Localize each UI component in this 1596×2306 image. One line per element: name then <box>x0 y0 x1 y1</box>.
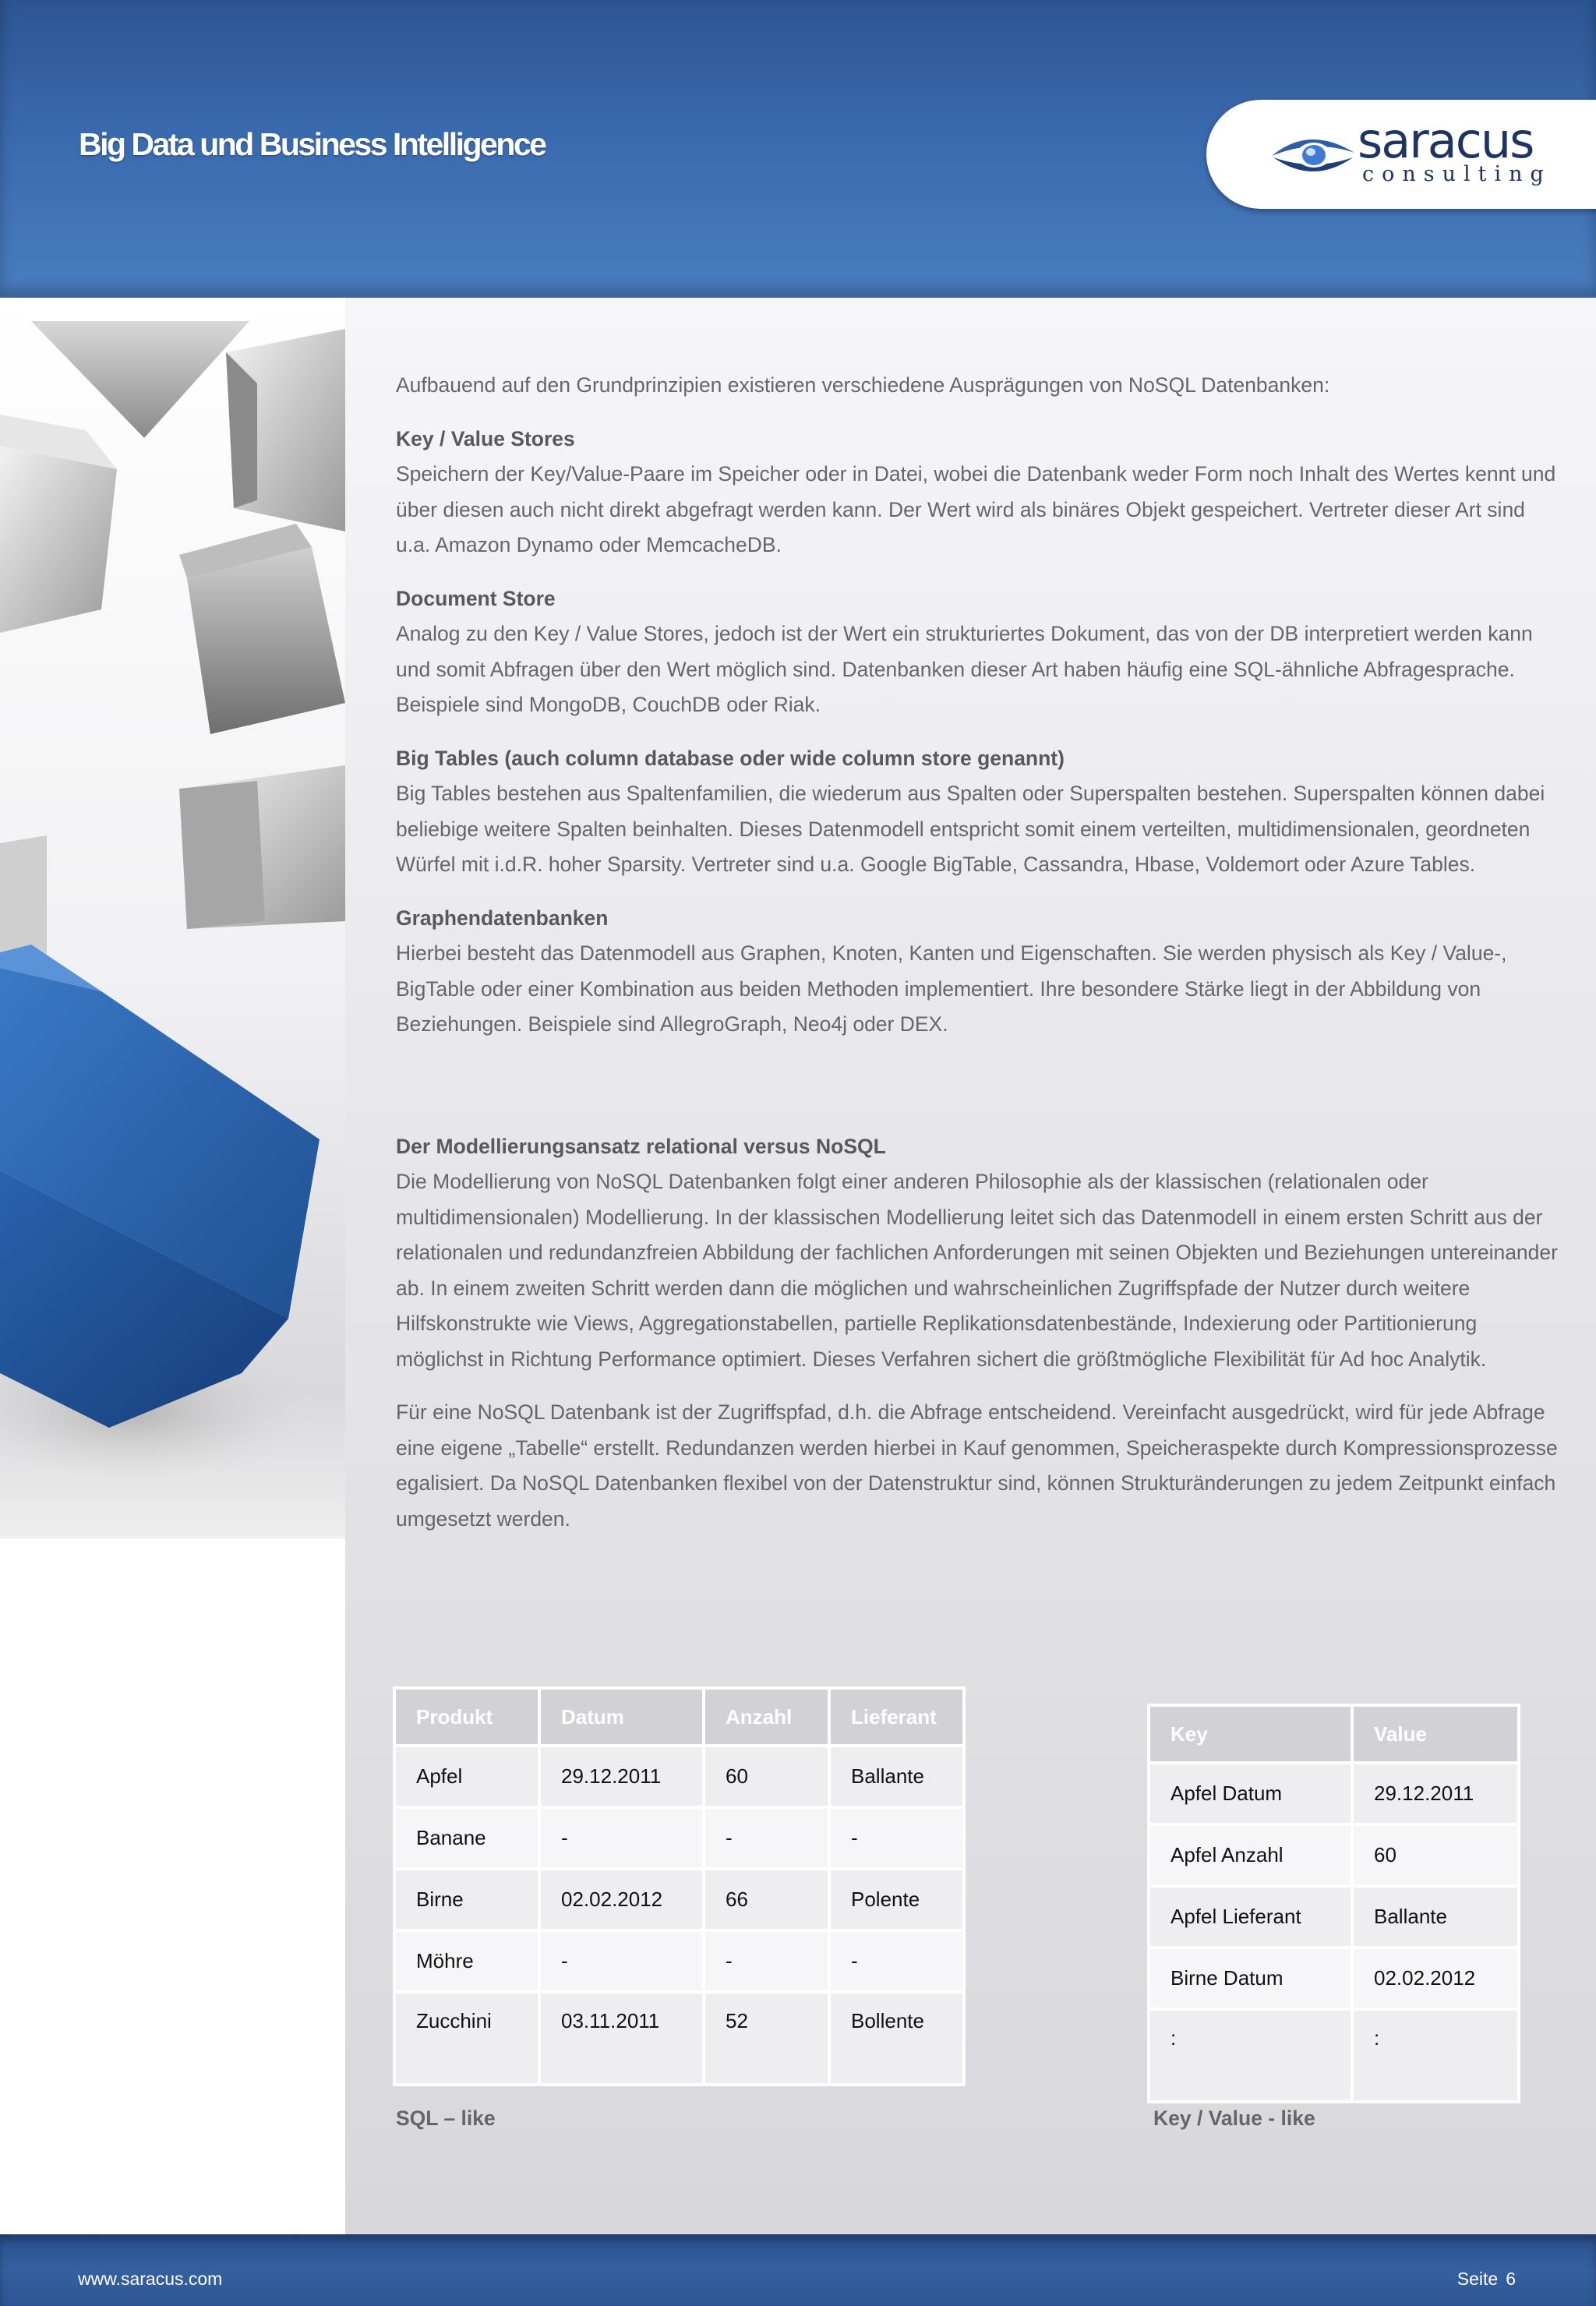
table-row <box>1150 2011 1517 2100</box>
column-header: Datum <box>541 1690 702 1744</box>
table-cell: Bollente <box>831 1993 962 2083</box>
section-heading-key-value: Key / Value Stores <box>396 426 575 450</box>
section-heading-document-store: Document Store <box>396 586 556 610</box>
table-cell: Apfel Datum <box>1150 1764 1351 1823</box>
intro-paragraph: Aufbauend auf den Grundprinzipien existieren verschiedene Ausprägungen von NoSQL Datenbanken: <box>396 373 1330 397</box>
table-row <box>1150 1826 1517 1884</box>
table-cell: - <box>831 1932 962 1990</box>
section-body-big-tables: Big Tables bestehen aus Spaltenfamilien, die wiederum aus Spalten oder Superspalten bestehen. Superspalten können dabei beliebige weitere Spalten beinhalten. Dieses Datenmodell entspricht somit einem verteilten, multidimensionalen, geordneten Würfel mit i.d.R. hoher Sparsity. Vertreter sind u.a. Google BigTable, Cassandra, Hbase, Voldemort oder Azure Tables. <box>396 782 1545 876</box>
table-cell: - <box>831 1809 962 1867</box>
table-row <box>396 1932 962 1990</box>
table-cell: - <box>705 1809 828 1867</box>
table-cell: : <box>1150 2011 1351 2100</box>
section-heading-big-tables: Big Tables (auch column database oder wide column store genannt) <box>396 746 1065 770</box>
table-cell: - <box>705 1932 828 1990</box>
page-label: Seite <box>1457 2269 1499 2289</box>
article-body <box>396 368 1565 1555</box>
table-cell: Ballante <box>831 1747 962 1806</box>
column-header: Value <box>1354 1707 1517 1761</box>
column-header: Produkt <box>396 1690 538 1744</box>
table-cell: - <box>541 1932 702 1990</box>
table-cell: 29.12.2011 <box>541 1747 702 1806</box>
section-heading-graph-db: Graphendatenbanken <box>396 906 609 930</box>
table-cell: Birne <box>396 1870 538 1929</box>
table-cell: 52 <box>705 1993 828 2083</box>
spacer <box>396 1061 1565 1129</box>
table-header-row <box>1150 1707 1517 1761</box>
table-cell: Apfel Anzahl <box>1150 1826 1351 1884</box>
page-header <box>0 0 1596 298</box>
logo-wordmark: saracus <box>1358 112 1534 169</box>
cubes-illustration <box>0 298 345 1538</box>
page-footer <box>0 2234 1596 2306</box>
logo-tagline: consulting <box>1362 162 1552 186</box>
modelling-heading: Der Modellierungsansatz relational versus NoSQL <box>396 1134 886 1158</box>
company-logo <box>1206 100 1596 209</box>
section-body-graph-db: Hierbei besteht das Datenmodell aus Graphen, Knoten, Kanten und Eigenschaften. Sie werden physisch als Key / Value-, BigTable oder einer Kombination aus beiden Methoden implementiert. Ihre besondere Stärke liegt in der Abbildung von Beziehungen. Beispiele sind AllegroGraph, Neo4j oder DEX. <box>396 941 1507 1036</box>
sql-like-table <box>393 1686 966 2086</box>
modelling-paragraph-2: Für eine NoSQL Datenbank ist der Zugriffspfad, d.h. die Abfrage entscheidend. Vereinfacht ausgedrückt, wird für jede Abfrage eine eigene „Tabelle“ erstellt. Redundanzen werden hierbei in Kauf genommen, Speicheraspekte durch Kompressionsprozesse egalisiert. Da NoSQL Datenbanken flexibel von der Datenstruktur sind, können Strukturänderungen zu jedem Zeitpunkt einfach umgesetzt werden. <box>396 1400 1558 1531</box>
table-cell: Banane <box>396 1809 538 1867</box>
section-body-document-store: Analog zu den Key / Value Stores, jedoch ist der Wert ein strukturiertes Dokument, das von der DB interpretiert werden kann und somit Abfragen über den Wert möglich sind. Datenbanken dieser Art haben häufig eine SQL-ähnliche Abfragesprache. Beispiele sind MongoDB, CouchDB oder Riak. <box>396 622 1533 716</box>
table-row <box>396 1993 962 2083</box>
table-cell: 03.11.2011 <box>541 1993 702 2083</box>
table-header-row <box>396 1690 962 1744</box>
table-row <box>396 1747 962 1806</box>
decorative-cubes-image <box>0 298 345 1538</box>
table-row <box>1150 1764 1517 1823</box>
table-row <box>396 1870 962 1929</box>
column-header: Lieferant <box>831 1690 962 1744</box>
saracus-eye-logo-icon <box>1270 123 1356 185</box>
table-cell: Zucchini <box>396 1993 538 2083</box>
table-cell: Polente <box>831 1870 962 1929</box>
table-cell: 60 <box>1354 1826 1517 1884</box>
table-cell: Birne Datum <box>1150 1949 1351 2008</box>
table-cell: 60 <box>705 1747 828 1806</box>
table-cell: 02.02.2012 <box>1354 1949 1517 2008</box>
header-title: Big Data und Business Intelligence <box>79 126 546 162</box>
table-cell: Apfel Lieferant <box>1150 1888 1351 1946</box>
column-header: Key <box>1150 1707 1351 1761</box>
table-cell: 66 <box>705 1870 828 1929</box>
table-cell: Ballante <box>1354 1888 1517 1946</box>
page-number <box>1457 2269 1516 2290</box>
table-cell: 02.02.2012 <box>541 1870 702 1929</box>
page-number-value: 6 <box>1506 2269 1516 2289</box>
website-link[interactable]: www.saracus.com <box>78 2269 223 2289</box>
kv-table-caption: Key / Value - like <box>1153 2106 1315 2130</box>
column-header: Anzahl <box>705 1690 828 1744</box>
table-cell: Möhre <box>396 1932 538 1990</box>
modelling-paragraph-1: Die Modellierung von NoSQL Datenbanken folgt einer anderen Philosophie als der klassischen (relationalen oder multidimensionalen) Modellierung. In der klassischen Modellierung leitet sich das Datenmodell in einem ersten Schritt aus der relationalen und redundanzfreien Abbildung der fachlichen Anforderungen mit seinen Objekten und Beziehungen untereinander ab. In einem zweiten Schritt werden dann die möglichen und wahrscheinlichen Zugriffspfade der Nutzer durch weitere Hilfskonstrukte wie Views, Aggregationstabellen, partielle Replikationsdatenbestände, Indexierung oder Partitionierung möglichst in Richtung Performance optimiert. Dieses Verfahren sichert die größtmögliche Flexibilität für Ad hoc Analytik. <box>396 1170 1558 1371</box>
table-row <box>1150 1888 1517 1946</box>
table-row <box>1150 1949 1517 2008</box>
table-cell: : <box>1354 2011 1517 2100</box>
table-row <box>396 1809 962 1867</box>
table-cell: Apfel <box>396 1747 538 1806</box>
key-value-table <box>1147 1704 1520 2103</box>
sql-table-caption: SQL – like <box>396 2106 496 2130</box>
table-cell: 29.12.2011 <box>1354 1764 1517 1823</box>
section-body-key-value: Speichern der Key/Value-Paare im Speicher oder in Datei, wobei die Datenbank weder Form noch Inhalt des Wertes kennt und über diesen auch nicht direkt abgefragt werden kann. Der Wert wird als binäres Objekt gespeichert. Vertreter dieser Art sind u.a. Amazon Dynamo oder MemcacheDB. <box>396 462 1556 556</box>
table-cell: - <box>541 1809 702 1867</box>
